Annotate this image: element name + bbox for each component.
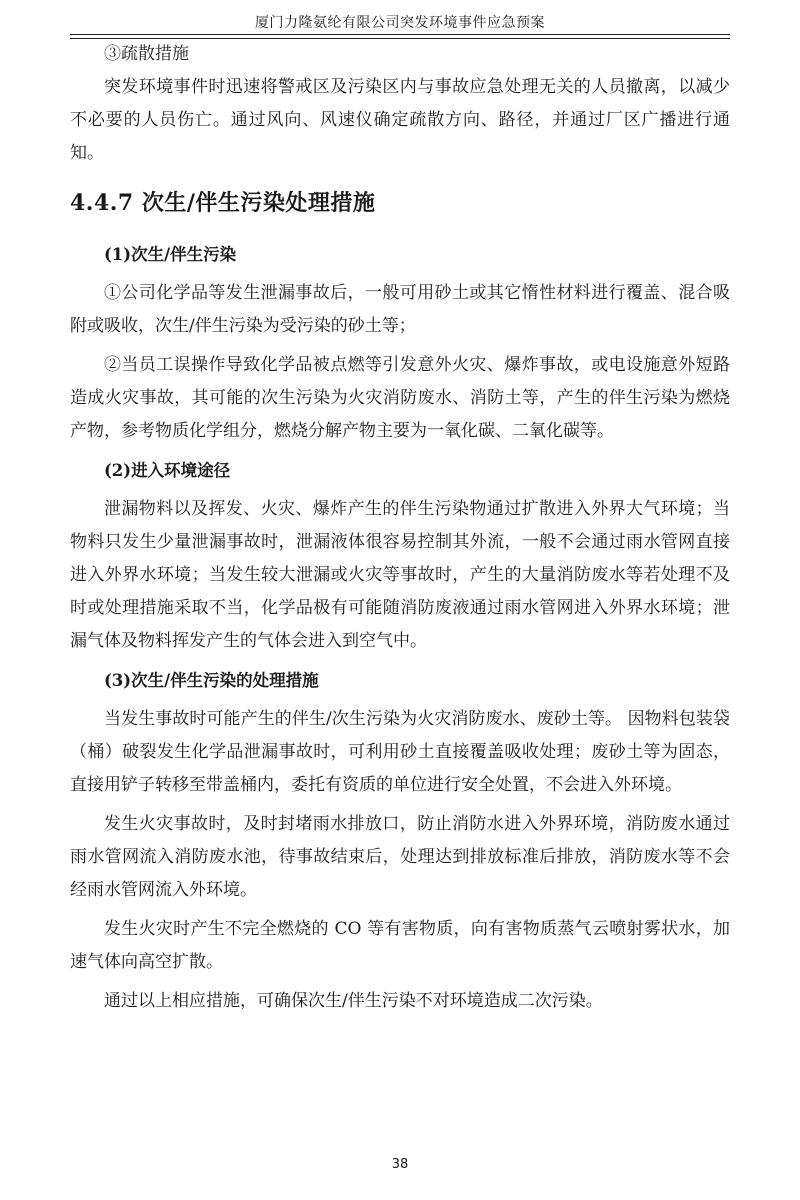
subsection-1-item-1: ①公司化学品等发生泄漏事故后，一般可用砂土或其它惰性材料进行覆盖、混合吸附或吸收，次生/伴生污染为受污染的砂土等； [70,283,730,336]
subsection-2-paragraph: 泄漏物料以及挥发、火灾、爆炸产生的伴生污染物通过扩散进入外界大气环境；当物料只发生少量泄漏事故时，泄漏液体很容易控制其外流，一般不会通过雨水管网直接进入外界水环境；当发生较大泄漏或火灾等事故时，产生的大量消防废水等若处理不及时或处理措施采取不当，化学品极有可能随消防废液通过雨水管网进入外界水环境；泄漏气体及物料挥发产生的气体会进入到空气中。 [70,499,730,651]
subsection-3-paragraph-1: 当发生事故时可能产生的伴生/次生污染为火灾消防废水、废砂土等。 因物料包装袋（桶）破裂发生化学品泄漏事故时，可利用砂土直接覆盖吸收处理；废砂土等为固态，直接用铲子转移至带盖桶内，委托有资质的单位进行安全处置，不会进入外环境。 [70,709,730,795]
subsection-3-heading: (3)次生/伴生污染的处理措施 [104,671,319,690]
subsection-3-paragraph-3: 发生火灾时产生不完全燃烧的 CO 等有害物质，向有害物质蒸气云喷射雾状水，加速气体向高空扩散。 [70,919,730,972]
subsection-2-heading: (2)进入环境途径 [104,461,231,480]
page-header: 厦门力隆氨纶有限公司突发环境事件应急预案 [255,15,545,31]
document-body [70,38,730,1018]
subsection-3-paragraph-2: 发生火灾事故时，及时封堵雨水排放口，防止消防水进入外界环境，消防废水通过雨水管网流入消防废水池，待事故结束后，处理达到排放标准后排放，消防废水等不会经雨水管网流入外环境。 [70,814,730,900]
page-number: 38 [391,1157,409,1172]
subsection-1-heading: (1)次生/伴生污染 [104,245,237,264]
evacuation-paragraph: 突发环境事件时迅速将警戒区及污染区内与事故应急处理无关的人员撤离，以减少不必要的人员伤亡。通过风向、风速仪确定疏散方向、路径，并通过厂区广播进行通知。 [70,77,730,163]
subsection-3-paragraph-4: 通过以上相应措施，可确保次生/伴生污染不对环境造成二次污染。 [104,991,603,1011]
section-title: 4.4.7 次生/伴生污染处理措施 [70,190,376,216]
evacuation-heading: ③疏散措施 [104,44,189,64]
subsection-1-item-2: ②当员工误操作导致化学品被点燃等引发意外火灾、爆炸事故，或电设施意外短路造成火灾事故，其可能的次生污染为火灾消防废水、消防土等，产生的伴生污染为燃烧产物，参考物质化学组分，燃烧分解产物主要为一氧化碳、二氧化碳等。 [70,355,730,441]
